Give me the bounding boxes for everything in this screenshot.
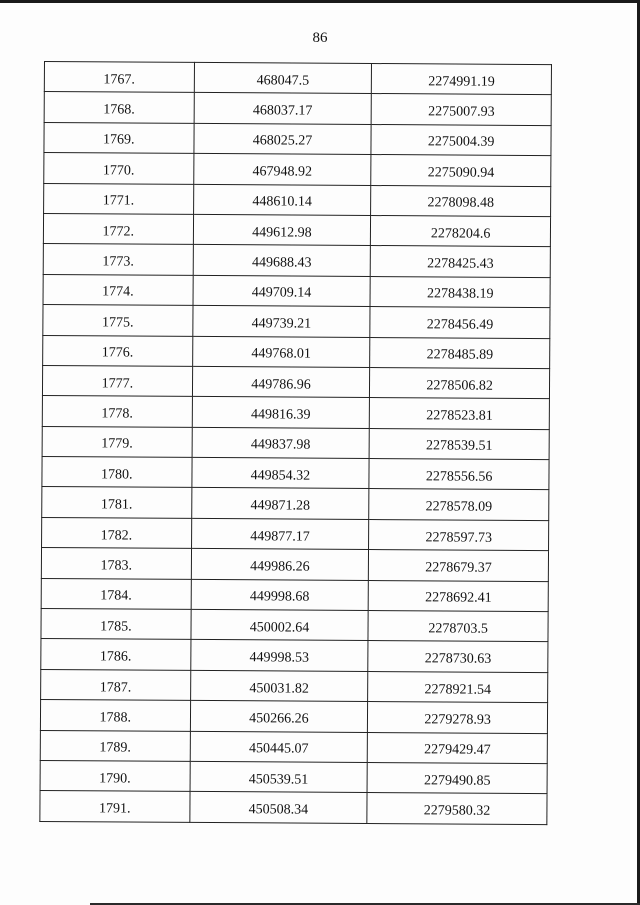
- y-coordinate-text: 2278730.63: [424, 651, 492, 667]
- x-coordinate-cell: [194, 123, 372, 154]
- row-number-cell: [41, 609, 191, 640]
- y-coordinate-cell: [370, 398, 550, 429]
- x-coordinate-text: 449871.28: [250, 498, 311, 514]
- x-coordinate-text: 449688.43: [251, 255, 312, 271]
- x-coordinate-text: 448610.14: [252, 194, 312, 210]
- row-number-text: 1778.: [101, 406, 133, 422]
- row-number-text: 1786.: [99, 649, 132, 665]
- y-coordinate-text: 2278456.49: [426, 317, 494, 333]
- row-number-text: 1767.: [103, 72, 135, 88]
- table-row: [41, 669, 548, 702]
- x-coordinate-text: 449837.98: [250, 437, 311, 454]
- row-number-text: 1774.: [102, 284, 134, 300]
- row-number-text: 1772.: [102, 224, 135, 240]
- table-row: [40, 730, 547, 763]
- row-number-text: 1771.: [102, 193, 135, 209]
- table-row: [43, 274, 550, 307]
- table-row: [42, 365, 549, 398]
- table-row: [44, 92, 551, 125]
- row-number-text: 1769.: [103, 132, 135, 149]
- y-coordinate-text: 2278438.19: [426, 286, 494, 303]
- row-number-cell: [42, 426, 192, 457]
- table-row: [44, 122, 551, 155]
- y-coordinate-text: 2278679.37: [425, 560, 492, 576]
- x-coordinate-text: 450031.82: [249, 680, 309, 697]
- x-coordinate-text: 449739.21: [251, 316, 312, 332]
- y-coordinate-cell: [371, 155, 551, 186]
- row-number-text: 1785.: [100, 619, 132, 635]
- row-number-text: 1782.: [100, 527, 133, 544]
- x-coordinate-cell: [190, 701, 368, 732]
- row-number-text: 1781.: [100, 497, 133, 513]
- row-number-text: 1784.: [100, 588, 132, 604]
- table-row: [43, 244, 550, 277]
- table-row: [41, 639, 548, 672]
- x-coordinate-text: 449998.53: [249, 650, 310, 666]
- y-coordinate-cell: [369, 428, 549, 459]
- y-coordinate-text: 2275007.93: [428, 104, 495, 120]
- row-number-cell: [41, 548, 191, 579]
- row-number-cell: [44, 62, 194, 93]
- x-coordinate-cell: [189, 792, 367, 823]
- row-number-cell: [44, 183, 194, 214]
- y-coordinate-text: 2279429.47: [424, 742, 491, 759]
- y-coordinate-text: 2278921.54: [424, 681, 492, 698]
- table-row: [41, 548, 548, 581]
- y-coordinate-cell: [367, 793, 547, 824]
- y-coordinate-cell: [371, 215, 551, 246]
- y-coordinate-text: 2279580.32: [423, 803, 491, 819]
- row-number-cell: [41, 639, 191, 670]
- row-number-text: 1783.: [100, 558, 133, 574]
- row-number-text: 1770.: [102, 163, 135, 179]
- x-coordinate-cell: [191, 518, 369, 549]
- x-coordinate-cell: [192, 457, 370, 488]
- table-row: [40, 760, 547, 793]
- table-row: [43, 305, 550, 338]
- y-coordinate-cell: [367, 762, 547, 793]
- x-coordinate-text: 449768.01: [251, 346, 311, 362]
- x-coordinate-cell: [193, 214, 371, 245]
- row-number-cell: [40, 760, 190, 791]
- y-coordinate-text: 2278485.89: [426, 347, 494, 363]
- table-row: [42, 487, 549, 520]
- table-row: [44, 62, 551, 95]
- x-coordinate-text: 449786.96: [251, 376, 311, 393]
- x-coordinate-cell: [190, 640, 368, 671]
- x-coordinate-text: 468047.5: [256, 72, 310, 89]
- row-number-text: 1791.: [98, 801, 131, 817]
- x-coordinate-cell: [194, 93, 372, 124]
- table-row: [40, 791, 547, 824]
- y-coordinate-text: 2278597.73: [425, 529, 493, 546]
- y-coordinate-text: 2278204.6: [430, 226, 491, 242]
- row-number-text: 1773.: [102, 254, 134, 270]
- y-coordinate-cell: [369, 489, 549, 520]
- y-coordinate-cell: [372, 64, 552, 95]
- x-coordinate-text: 467948.92: [252, 164, 313, 180]
- y-coordinate-text: 2278703.5: [428, 621, 488, 637]
- x-coordinate-cell: [190, 731, 368, 762]
- x-coordinate-text: 450445.07: [248, 741, 309, 757]
- coordinates-table: [39, 61, 552, 825]
- y-coordinate-text: 2278098.48: [427, 195, 495, 212]
- x-coordinate-text: 449854.32: [250, 468, 311, 484]
- y-coordinate-cell: [371, 124, 551, 155]
- y-coordinate-text: 2278539.51: [425, 438, 493, 455]
- row-number-cell: [43, 274, 193, 305]
- row-number-cell: [43, 335, 193, 366]
- y-coordinate-text: 2279490.85: [423, 773, 491, 789]
- y-coordinate-cell: [371, 94, 551, 125]
- row-number-cell: [44, 92, 194, 123]
- y-coordinate-text: 2275004.39: [427, 134, 495, 151]
- table-row: [42, 396, 549, 429]
- x-coordinate-text: 449998.68: [249, 589, 310, 605]
- row-number-cell: [44, 153, 194, 184]
- y-coordinate-text: 2278578.09: [425, 499, 493, 515]
- x-coordinate-text: 449986.26: [250, 559, 310, 575]
- x-coordinate-cell: [191, 609, 369, 640]
- y-coordinate-cell: [368, 611, 548, 642]
- x-coordinate-text: 450002.64: [249, 619, 310, 636]
- table-row: [43, 213, 550, 246]
- row-number-cell: [42, 487, 192, 518]
- y-coordinate-cell: [370, 337, 550, 368]
- x-coordinate-cell: [191, 549, 369, 580]
- x-coordinate-cell: [193, 245, 371, 276]
- x-coordinate-cell: [193, 184, 371, 215]
- table-row: [44, 153, 551, 186]
- x-coordinate-cell: [190, 761, 368, 792]
- y-coordinate-text: 2275090.94: [427, 165, 495, 181]
- y-coordinate-cell: [370, 276, 550, 307]
- row-number-text: 1789.: [99, 740, 131, 756]
- x-coordinate-cell: [192, 427, 370, 458]
- y-coordinate-text: 2278556.56: [425, 469, 493, 485]
- row-number-cell: [43, 244, 193, 275]
- y-coordinate-cell: [368, 580, 548, 611]
- y-coordinate-cell: [369, 550, 549, 581]
- row-number-cell: [43, 305, 193, 336]
- y-coordinate-cell: [368, 732, 548, 763]
- x-coordinate-cell: [191, 579, 369, 610]
- row-number-text: 1776.: [101, 345, 134, 361]
- row-number-text: 1788.: [99, 710, 132, 726]
- x-coordinate-text: 468037.17: [252, 103, 313, 119]
- row-number-cell: [40, 730, 190, 761]
- table-row: [41, 609, 548, 642]
- row-number-cell: [40, 791, 190, 822]
- row-number-cell: [41, 669, 191, 700]
- table-row: [43, 335, 550, 368]
- x-coordinate-cell: [194, 62, 372, 93]
- row-number-cell: [43, 213, 193, 244]
- row-number-text: 1777.: [101, 375, 134, 392]
- y-coordinate-text: 2279278.93: [424, 712, 491, 728]
- table-row: [42, 457, 549, 490]
- y-coordinate-cell: [371, 185, 551, 216]
- scan-edge-top: [0, 0, 640, 3]
- row-number-text: 1779.: [101, 436, 133, 452]
- row-number-text: 1775.: [101, 315, 134, 331]
- row-number-text: 1787.: [99, 679, 132, 696]
- table-row: [42, 517, 549, 550]
- y-coordinate-cell: [368, 641, 548, 672]
- y-coordinate-text: 2278425.43: [427, 256, 494, 272]
- x-coordinate-text: 450539.51: [248, 771, 309, 788]
- row-number-text: 1780.: [100, 467, 133, 483]
- y-coordinate-text: 2278506.82: [426, 377, 493, 394]
- y-coordinate-cell: [369, 459, 549, 490]
- y-coordinate-text: 2278523.81: [426, 408, 493, 424]
- row-number-cell: [42, 365, 192, 396]
- row-number-cell: [42, 457, 192, 488]
- x-coordinate-cell: [191, 488, 369, 519]
- y-coordinate-cell: [370, 246, 550, 277]
- y-coordinate-text: 2278692.41: [425, 590, 492, 607]
- x-coordinate-cell: [192, 366, 370, 397]
- y-coordinate-cell: [370, 367, 550, 398]
- x-coordinate-cell: [192, 397, 370, 428]
- row-number-cell: [42, 517, 192, 548]
- row-number-cell: [42, 396, 192, 427]
- page-number: 86: [312, 30, 328, 46]
- x-coordinate-text: 450508.34: [248, 802, 309, 818]
- row-number-cell: [40, 700, 190, 731]
- x-coordinate-cell: [192, 306, 370, 337]
- x-coordinate-text: 449877.17: [250, 528, 310, 545]
- x-coordinate-text: 449816.39: [251, 407, 311, 423]
- table-row: [40, 700, 547, 733]
- x-coordinate-cell: [190, 670, 368, 701]
- x-coordinate-text: 449612.98: [252, 224, 312, 241]
- table-row: [41, 578, 548, 611]
- row-number-cell: [44, 122, 194, 153]
- row-number-cell: [41, 578, 191, 609]
- x-coordinate-cell: [193, 275, 371, 306]
- coordinates-table-wrapper: [39, 61, 552, 825]
- table-row: [44, 183, 551, 216]
- y-coordinate-cell: [369, 519, 549, 550]
- x-coordinate-cell: [193, 154, 371, 185]
- x-coordinate-cell: [192, 336, 370, 367]
- x-coordinate-text: 450266.26: [249, 711, 309, 727]
- y-coordinate-cell: [368, 702, 548, 733]
- y-coordinate-text: 2274991.19: [428, 74, 495, 90]
- y-coordinate-cell: [370, 307, 550, 338]
- x-coordinate-text: 468025.27: [252, 133, 313, 150]
- table-row: [42, 426, 549, 459]
- row-number-text: 1768.: [103, 102, 135, 118]
- y-coordinate-cell: [368, 671, 548, 702]
- x-coordinate-text: 449709.14: [251, 285, 312, 302]
- row-number-text: 1790.: [99, 771, 131, 787]
